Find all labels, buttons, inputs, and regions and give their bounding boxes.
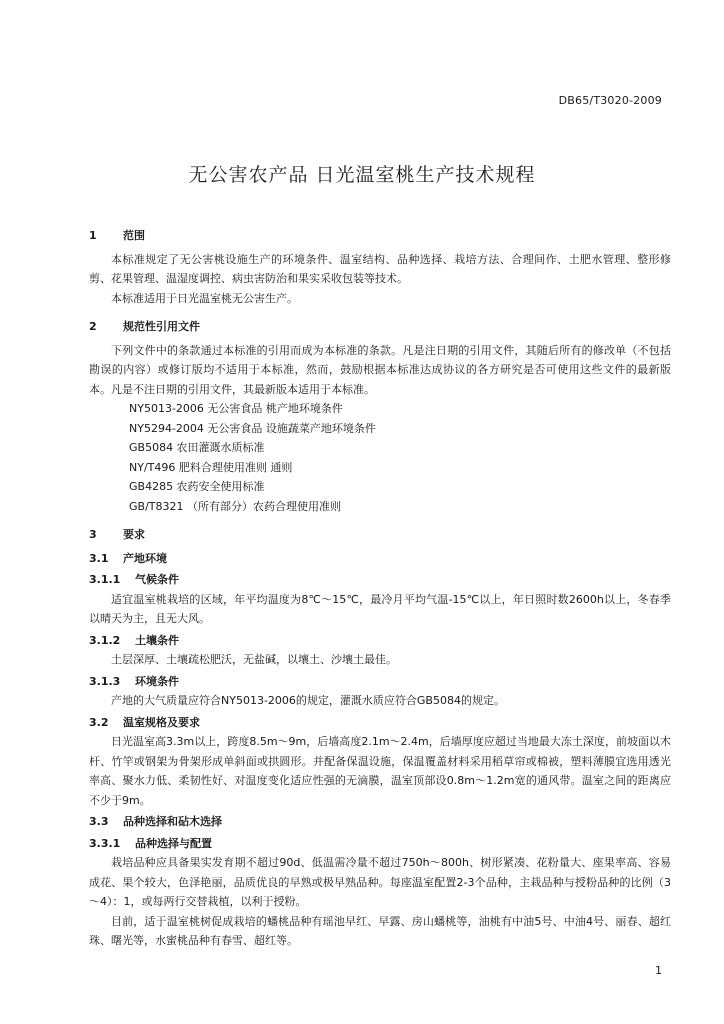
section-title: 规范性引用文件 — [123, 320, 200, 333]
subsection-3-1-3-heading — [89, 672, 671, 692]
paragraph: 适宜温室桃栽培的区域，年平均温度为8℃～15℃，最冷月平均气温-15℃以上，年日照时数2600h以上，冬春季以晴天为主，且无大风。 — [89, 592, 671, 625]
page-title: 无公害农产品 日光温室桃生产技术规程 — [188, 164, 536, 186]
section-number: 1 — [89, 229, 97, 242]
subsection-number: 3.3.1 — [89, 836, 121, 850]
section-title: 要求 — [123, 528, 145, 541]
paragraph: 目前，适于温室桃树促成栽培的蟠桃品种有瑶池早红、早露、房山蟠桃等，油桃有中油5号、中油4号、丽春、超红珠、曙光等，水蜜桃品种有春雪、超红等。 — [89, 914, 671, 947]
subsection-number: 3.1.2 — [89, 633, 121, 647]
paragraph: 栽培品种应具备果实发育期不超过90d、低温需冷量不超过750h～800h、树形紧凑、花粉量大、座果率高、容易成花、果个较大，色泽艳丽，品质优良的早熟或极早熟品种。每座温室配置2-3个品种，主栽品种与授粉品种的比例（3～4）：1，或每两行交替栽植，以利于授粉。 — [89, 856, 671, 908]
subsection-3-1-heading — [89, 549, 671, 569]
subsection-3-1-2-heading — [89, 631, 671, 651]
paragraph: 产地的大气质量应符合NY5013-2006的规定，灌溉水质应符合GB5084的规定。 — [111, 694, 505, 707]
reference-item: NY5294-2004 无公害食品 设施蔬菜产地环境条件 — [129, 421, 376, 435]
document-body — [89, 226, 671, 951]
subsection-number: 3.2 — [89, 715, 109, 729]
subsection-3-3-1-heading — [89, 834, 671, 854]
subsection-3-3-heading — [89, 812, 671, 832]
section-3-heading — [89, 525, 671, 545]
subsection-3-2-heading — [89, 713, 671, 733]
document-code: DB65/T3020-2009 — [558, 94, 662, 107]
paragraph: 土层深厚、土壤疏松肥沃，无盐碱，以壤土、沙壤土最佳。 — [111, 653, 397, 666]
subsection-title: 温室规格及要求 — [123, 715, 200, 729]
subsection-number: 3.1 — [89, 551, 109, 565]
subsection-number: 3.3 — [89, 815, 109, 828]
subsection-3-1-1-heading — [89, 570, 671, 590]
subsection-title: 环境条件 — [135, 674, 179, 688]
reference-item: NY/T496 肥料合理使用准则 通则 — [129, 460, 293, 474]
paragraph: 日光温室高3.3m以上，跨度8.5m～9m，后墙高度2.1m～2.4m，后墙厚度应超过当地最大冻土深度，前坡面以木杆、竹竿或钢架为骨架形成单斜面或拱圆形。并配备保温设施，保温覆盖材料采用稻草帘或棉被，塑料薄膜宜选用透光率高、聚水力低、柔韧性好、对温度变化适应性强的无滴膜，温室顶部设0.8m～1.2m宽的通风带。温室之间的距离应不少于9m。 — [89, 735, 671, 807]
section-number: 2 — [89, 320, 97, 333]
subsection-title: 产地环境 — [123, 551, 167, 565]
subsection-number: 3.1.3 — [89, 674, 121, 688]
subsection-number: 3.1.1 — [89, 573, 121, 586]
page-number: 1 — [655, 964, 662, 977]
subsection-title: 气候条件 — [135, 573, 179, 586]
reference-item: NY5013-2006 无公害食品 桃产地环境条件 — [129, 402, 343, 415]
reference-item: GB/T8321 （所有部分）农药合理使用准则 — [129, 499, 341, 513]
paragraph: 下列文件中的条款通过本标准的引用而成为本标准的条款。凡是注日期的引用文件，其随后所有的修改单（不包括勘误的内容）或修订版均不适用于本标准，然而，鼓励根据本标准达成协议的各方研究是否可使用这些文件的最新版本。凡是不注日期的引用文件，其最新版本适用于本标准。 — [89, 343, 671, 396]
subsection-title: 品种选择与配置 — [135, 836, 212, 850]
reference-item: GB4285 农药安全使用标准 — [129, 480, 265, 493]
subsection-title: 土壤条件 — [135, 633, 179, 647]
section-title: 范围 — [123, 229, 145, 242]
subsection-title: 品种选择和砧木选择 — [123, 815, 222, 828]
section-number: 3 — [89, 528, 97, 541]
paragraph: 本标准适用于日光温室桃无公害生产。 — [111, 291, 298, 305]
paragraph: 本标准规定了无公害桃设施生产的环境条件、温室结构、品种选择、栽培方法、合理间作、土肥水管理、整形修剪、花果管理、温湿度调控、病虫害防治和果实采收包装等技术。 — [89, 252, 671, 285]
reference-list — [89, 399, 671, 516]
section-1-heading — [89, 226, 671, 246]
section-2-heading — [89, 317, 671, 337]
reference-item: GB5084 农田灌溉水质标准 — [129, 441, 265, 454]
